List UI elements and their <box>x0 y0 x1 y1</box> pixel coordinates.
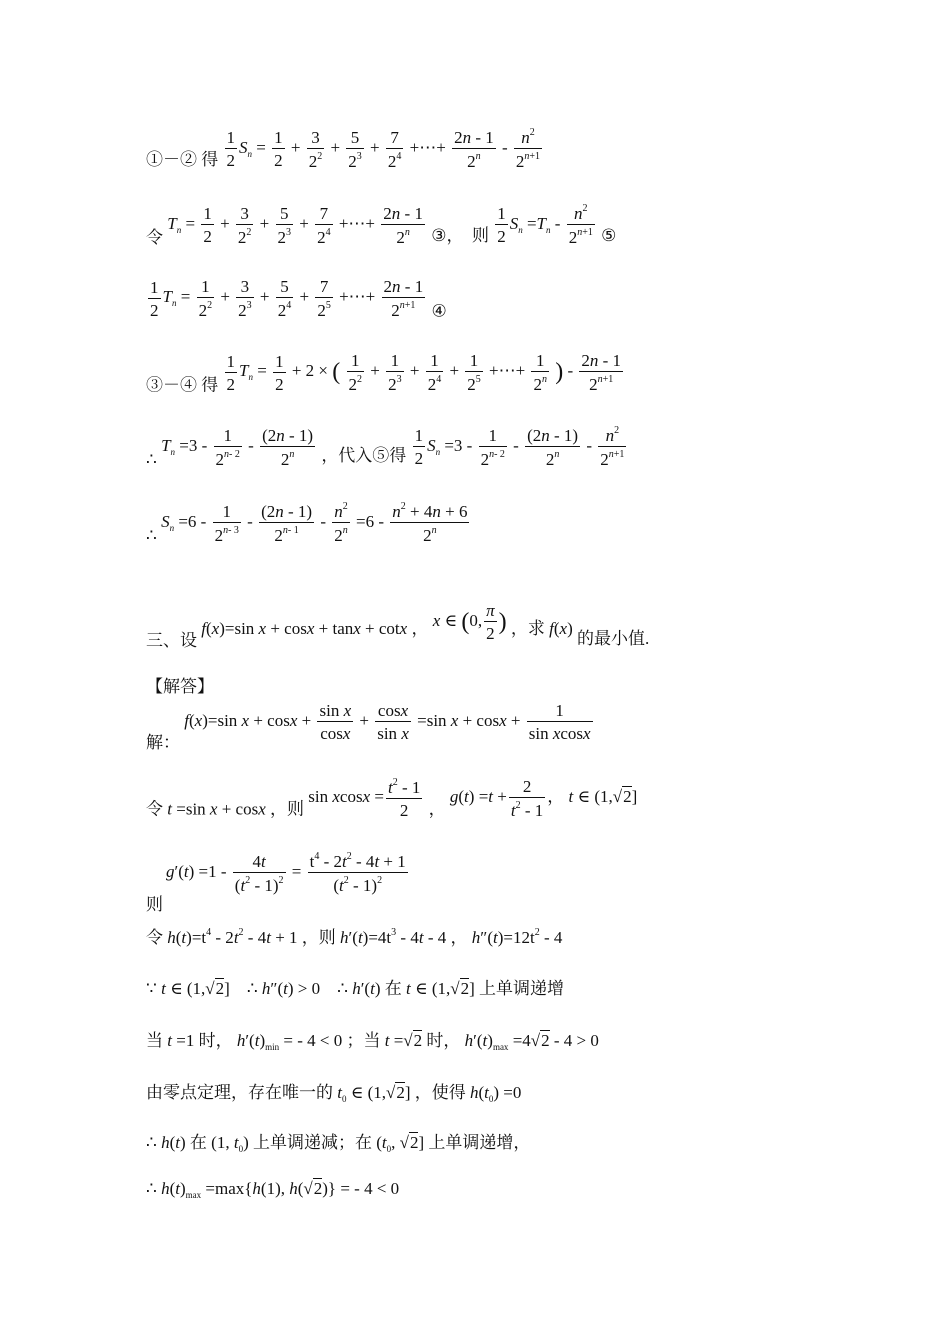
eq-label: ∴ <box>146 525 157 545</box>
dec-prefix: ∴ <box>146 1133 157 1152</box>
eq-line-4 <box>146 352 625 393</box>
formula: $\frac{1}{2}$ $S_n =3$ - $\frac{1}{2^{n- 2}}$ - $\frac{(2n - 1)}{2^n}$ - $\frac{n^2}{2^{n+1}}$ <box>414 425 625 469</box>
formula: t =1 <box>167 1031 195 1050</box>
formula: t ∈ (1,√2] <box>406 979 475 998</box>
formula: $t_0$ ∈ (1,√2] <box>337 1083 411 1104</box>
h-comma: ， <box>450 928 468 947</box>
dec-in: 在 <box>189 1133 207 1152</box>
formula: t =√2 <box>384 1031 423 1050</box>
problem-statement <box>146 602 649 649</box>
zero-line <box>146 1084 521 1104</box>
sub-comma: ， <box>428 799 446 819</box>
formula: h″(t) > 0 <box>261 979 321 998</box>
formula: $h'(t)_{min}$ = - 4 < 0 <box>236 1031 343 1052</box>
formula: $\frac{1}{2}$ $S_n$ = $\frac{1}{2}$ + $\frac{3}{2^2}$ + $\frac{5}{2^3}$ + $\frac{7}{2^4}$ +⋯+ $\frac{2n - 1}{2^n}$ - $\frac{n^2}{2^{n+1}}$ <box>226 127 541 171</box>
eq-label: ∴ <box>146 449 157 469</box>
formula: g′(t) =1 - $\frac{4t}{(t^2 - 1)^2}$ = $\frac{t^4 - 2t^2 - 4t + 1}{(t^2 - 1)^2}$ <box>166 851 406 895</box>
deriv-then: 则 <box>146 895 163 914</box>
when-2-time: 时， <box>426 1031 461 1050</box>
formula: $h(t)_{max} =\max\{h(1)$, h(√2)} = - 4 < 0 <box>161 1179 400 1200</box>
zero-text: 由零点定理，存在唯一的 <box>146 1083 333 1102</box>
max-line <box>146 1180 399 1200</box>
eq-end: ⑤ <box>601 225 617 245</box>
formula: $h''(t)=12t^2 - 4$ <box>471 927 563 947</box>
formula: g(t) =t + $\frac{2}{t^2 - 1}$ ， t ∈ (1,√2] <box>449 777 638 820</box>
eq-line-1 <box>146 128 544 170</box>
formula: $\frac{1}{2}$ $T_n$ = $\frac{1}{2}$ + 2 × ( $\frac{1}{2^2}$ + $\frac{1}{2^3}$ + $\frac{1}{2^4}$ + $\frac{1}{2^5}$ +⋯+ $\frac{1}{2^n}$ ) - $\frac{2n - 1}{2^{n+1}}$ <box>226 351 622 394</box>
when-1: 当 <box>146 1031 163 1050</box>
mono-in: 在 <box>384 979 402 998</box>
monotonic-line <box>146 980 564 997</box>
problem-comma: ， <box>411 618 429 638</box>
eq-label: ①－② 得 <box>146 149 219 169</box>
formula: x ∈ (0, $\frac{\pi}{2}$ ) <box>432 601 507 643</box>
formula: $h(t)=t^4 - 2t^2 - 4t + 1$ <box>167 927 302 947</box>
dec-text: 上单调递减；在 <box>252 1133 372 1152</box>
formula: sin xcosx = $\frac{t^2 - 1}{2}$ <box>308 777 421 820</box>
dec-inc: 上单调递增， <box>428 1133 531 1152</box>
formula: $\frac{1}{2}$ $S_n =T_n$ - $\frac{n^2}{2^{n+1}}$ <box>497 203 593 247</box>
formula: (1, $t_0$) <box>211 1133 249 1154</box>
answer-header: 【解答】 <box>146 677 214 696</box>
mono-prefix: ∵ <box>146 979 157 998</box>
formula: f(x)=sin x + cosx + $\frac{\text{sin x}}{\cos x}$ + $\frac{\cos x}{\text{sin x}}$ =sin x + cosx + $\frac{1}{\text{sin xcosx}}$ <box>184 701 591 743</box>
formula: t ∈ (1,√2] <box>161 979 230 998</box>
mono-therefore: ∴ <box>246 979 258 998</box>
formula: $h(t_0) =0$ <box>469 1083 522 1104</box>
sub-then: ，则 <box>270 799 305 819</box>
formula: f(x) <box>549 618 577 638</box>
eq-end: ④ <box>431 301 447 321</box>
solution-line <box>146 702 595 751</box>
eq-mid: ，代入⑤得 <box>321 445 407 465</box>
sub-let: 令 <box>146 799 163 819</box>
h-definition-line <box>146 928 562 946</box>
h-let: 令 <box>146 928 163 947</box>
eq-line-5 <box>146 426 628 468</box>
derivative-line <box>166 852 410 894</box>
formula: f(x)=sin x + cosx + tanx + cotx <box>201 618 408 638</box>
zero-mid: ，使得 <box>414 1083 466 1102</box>
when-1-time: 时， <box>198 1031 233 1050</box>
formula: h′(t) <box>352 979 381 998</box>
formula: $h'(t)=4t^3 - 4t - 4$ <box>340 927 451 947</box>
eq-line-2 <box>146 204 616 246</box>
formula: $h'(t)_{max} =4√2 - 4 > 0$ <box>464 1031 599 1052</box>
problem-mid: ，求 <box>510 618 545 638</box>
substitution-line <box>146 778 637 819</box>
decreasing-line <box>146 1134 530 1154</box>
formula: ($t_0$, √2] <box>376 1133 425 1154</box>
formula: $T_n =3$ - $\frac{1}{2^{n- 2}}$ - $\frac{(2n - 1)}{2^n}$ <box>161 425 314 469</box>
h-then: ，则 <box>301 928 336 947</box>
when-line <box>146 1032 599 1052</box>
formula: $T_n$ = $\frac{1}{2}$ + $\frac{3}{2^2}$ + $\frac{5}{2^3}$ + $\frac{7}{2^4}$ +⋯+ $\frac{2n - 1}{2^n}$ <box>167 203 423 247</box>
max-prefix: ∴ <box>146 1179 157 1198</box>
eq-label: ③－④ 得 <box>146 375 219 395</box>
formula: t =sin x + cosx <box>167 799 266 819</box>
eq-line-3 <box>146 278 447 319</box>
mono-therefore-2: ∴ <box>337 979 348 998</box>
formula: h(t) <box>161 1133 186 1152</box>
mono-inc: 上单调递增 <box>478 979 564 998</box>
problem-prefix: 三、设 <box>146 630 197 650</box>
formula: $\frac{1}{2}$ $T_n$ = $\frac{1}{2^2}$ + $\frac{3}{2^3}$ + $\frac{5}{2^4}$ + $\frac{7}{2^5}$ +⋯+ $\frac{2n - 1}{2^{n+1}}$ <box>150 277 424 320</box>
eq-label: 令 <box>146 227 163 247</box>
solution-label: 解： <box>146 732 180 752</box>
eq-line-6 <box>146 502 471 544</box>
when-sep: ；当 <box>346 1031 381 1050</box>
problem-end: 的最小值. <box>577 628 650 648</box>
formula: $S_n =6$ - $\frac{1}{2^{n- 3}}$ - $\frac{(2n - 1)}{2^{n- 1}}$ - $\frac{n^2}{2^n}$ =6 - $\frac{n^2 + 4n + 6}{2^n}$ <box>161 501 468 545</box>
eq-mid: ③， 则 <box>431 225 489 245</box>
